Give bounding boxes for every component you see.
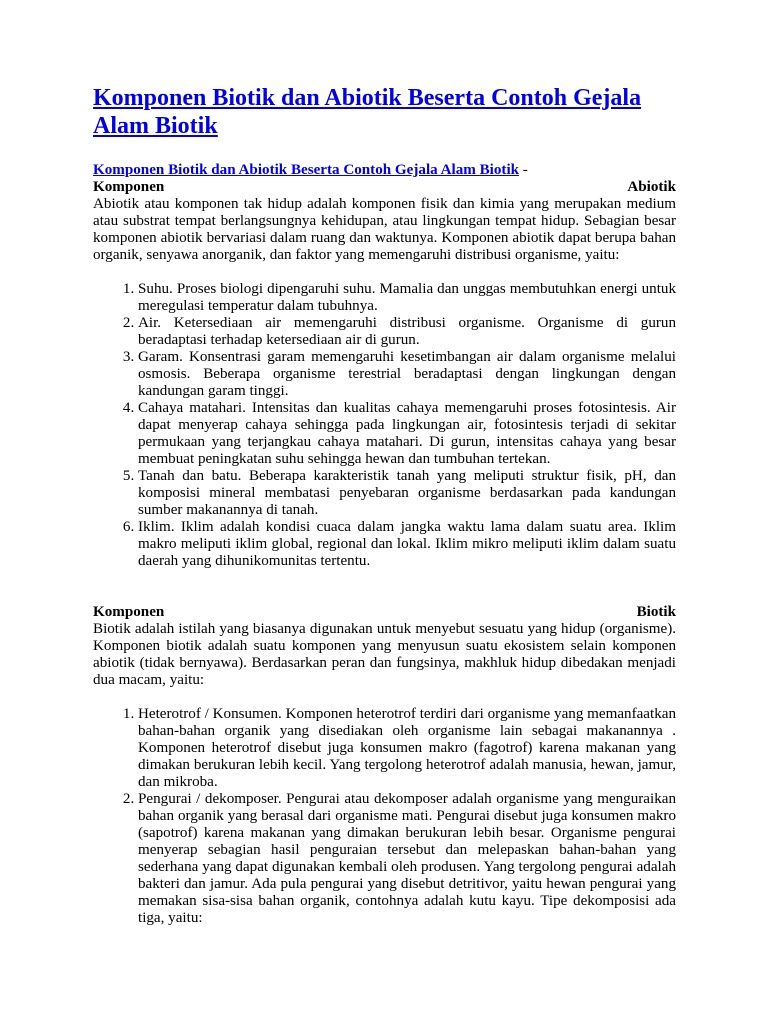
list-item: 1. Heterotrof / Konsumen. Komponen heterotrof terdiri dari organisme yang memanfaatkan bahan-bahan organik yang disediakan oleh organisme lain sebagai makanannya . Komponen heterotrof disebut juga konsumen makro (fagotrof) karena makanan yang dimakan berukuran lebih kecil. Yang tergolong heterotrof adalah manusia, hewan, jamur, dan mikroba. bbox=[138, 706, 676, 791]
document-body bbox=[93, 162, 676, 927]
subtitle-link[interactable]: Komponen Biotik dan Abiotik Beserta Contoh Gejala Alam Biotik bbox=[93, 162, 520, 178]
abiotik-heading bbox=[93, 179, 676, 196]
document-title-link[interactable]: Komponen Biotik dan Abiotik Beserta Contoh Gejala Alam Biotik bbox=[93, 85, 642, 139]
list-item: 3. Garam. Konsentrasi garam memengaruhi kesetimbangan air dalam organisme melalui osmosis. Beberapa organisme terestrial beradaptasi dengan lingkungan dengan kandungan garam tinggi. bbox=[138, 349, 676, 400]
list-item: 2. Air. Ketersediaan air memengaruhi distribusi organisme. Organisme di gurun beradaptasi terhadap ketersediaan air di gurun. bbox=[138, 315, 676, 349]
abiotik-heading-right: Abiotik bbox=[627, 179, 676, 195]
subtitle-line bbox=[93, 162, 676, 179]
biotik-heading-left: Komponen bbox=[93, 604, 165, 620]
list-item: 6. Iklim. Iklim adalah kondisi cuaca dalam jangka waktu lama dalam suatu area. Iklim makro meliputi iklim global, regional dan lokal. Iklim mikro meliputi iklim dalam suatu daerah yang dihunikomunitas tertentu. bbox=[138, 519, 676, 570]
abiotik-intro: Abiotik atau komponen tak hidup adalah komponen fisik dan kimia yang merupakan medium atau substrat tempat berlangsungnya kehidupan, atau lingkungan tempat hidup. Sebagian besar komponen abiotik bervariasi dalam ruang dan waktunya. Komponen abiotik dapat berupa bahan organik, senyawa anorganik, dan faktor yang memengaruhi distribusi organisme, yaitu: bbox=[93, 196, 676, 263]
biotik-heading bbox=[93, 604, 676, 621]
abiotik-list bbox=[93, 281, 676, 570]
abiotik-heading-left: Komponen bbox=[93, 179, 165, 195]
biotik-heading-right: Biotik bbox=[636, 604, 676, 620]
subtitle-suffix: - bbox=[519, 162, 528, 178]
biotik-list bbox=[93, 706, 676, 927]
biotik-intro: Biotik adalah istilah yang biasanya digunakan untuk menyebut sesuatu yang hidup (organisme). Komponen biotik adalah suatu komponen yang menyusun suatu ekosistem selain komponen abiotik (tidak bernyawa). Berdasarkan peran dan fungsinya, makhluk hidup dibedakan menjadi dua macam, yaitu: bbox=[93, 621, 676, 688]
list-item: 2. Pengurai / dekomposer. Pengurai atau dekomposer adalah organisme yang menguraikan bahan organik yang berasal dari organisme mati. Pengurai disebut juga konsumen makro (sapotrof) karena makanan yang dimakan berukuran lebih besar. Organisme pengurai menyerap sebagian hasil penguraian tersebut dan melepaskan bahan-bahan yang sederhana yang dapat digunakan kembali oleh produsen. Yang tergolong pengurai adalah bakteri dan jamur. Ada pula pengurai yang disebut detritivor, yaitu hewan pengurai yang memakan sisa-sisa bahan organik, contohnya adalah kutu kayu. Tipe dekomposisi ada tiga, yaitu: bbox=[138, 791, 676, 927]
list-item: 4. Cahaya matahari. Intensitas dan kualitas cahaya memengaruhi proses fotosintesis. Air dapat menyerap cahaya sehingga pada lingkungan air, fotosintesis terjadi di sekitar permukaan yang terjangkau cahaya matahari. Di gurun, intensitas cahaya yang besar membuat peningkatan suhu sehingga hewan dan tumbuhan tertekan. bbox=[138, 400, 676, 468]
list-item: 1. Suhu. Proses biologi dipengaruhi suhu. Mamalia dan unggas membutuhkan energi untuk meregulasi temperatur dalam tubuhnya. bbox=[138, 281, 676, 315]
list-item: 5. Tanah dan batu. Beberapa karakteristik tanah yang meliputi struktur fisik, pH, dan komposisi mineral membatasi penyebaran organisme berdasarkan pada kandungan sumber makanannya di tanah. bbox=[138, 468, 676, 519]
document-title[interactable] bbox=[93, 84, 676, 140]
section-spacer bbox=[93, 570, 676, 604]
